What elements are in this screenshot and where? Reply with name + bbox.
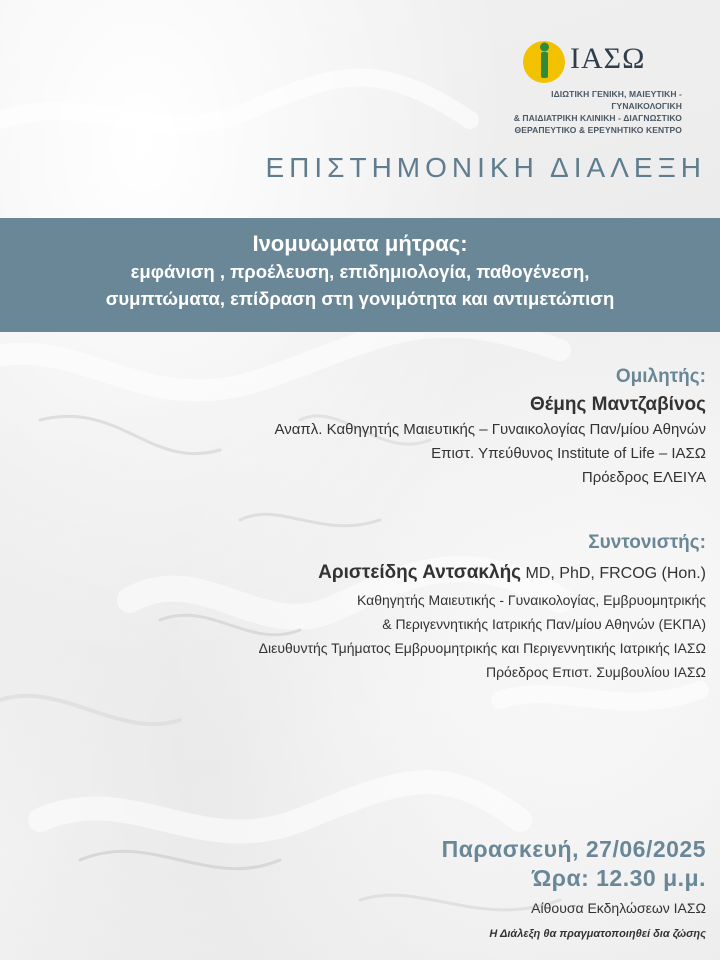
moderator-title-line: & Περιγεννητικής Ιατρικής Παν/μίου Αθηνών (ΕΚΠΑ) (382, 616, 706, 632)
lecture-subtitle-line: συμπτώματα, επίδραση στη γονιμότητα και αντιμετώπιση (105, 288, 615, 309)
speaker-name: Θέμης Μαντζαβίνος (529, 394, 706, 415)
logo-description (482, 88, 682, 136)
moderator-credentials: MD, PhD, FRCOG (Hon.) (525, 565, 706, 582)
speaker-section (275, 366, 706, 490)
iaso-logo-icon (522, 40, 566, 84)
logo-description-line: ΘΕΡΑΠΕΥΤΙΚΟ & ΕΡΕΥΝΗΤΙΚΟ ΚΕΝΤΡΟ (514, 125, 682, 135)
moderator-name-row (259, 562, 706, 584)
event-details (442, 836, 706, 940)
speaker-title-line: Πρόεδρος ΕΛΕΙΥΑ (581, 469, 706, 486)
event-time: Ώρα: 12.30 μ.μ. (531, 865, 706, 891)
iaso-logo (482, 40, 682, 135)
lecture-subtitle-line: εμφάνιση , προέλευση, επιδημιολογία, παθογένεση, (130, 261, 590, 282)
moderator-name: Αριστείδης Αντσακλής (318, 562, 522, 583)
logo-description-line: ΙΔΙΩΤΙΚΗ ΓΕΝΙΚΗ, ΜΑΙΕΥΤΙΚΗ - ΓΥΝΑΙΚΟΛΟΓΙΚΗ (551, 89, 682, 111)
event-date: Παρασκευή, 27/06/2025 (441, 836, 706, 862)
speaker-title-line: Επιστ. Υπεύθυνος Institute of Life – ΙΑΣΩ (431, 445, 706, 462)
title-banner (0, 218, 720, 332)
lecture-title: Ινομυωματα μήτρας: (252, 231, 468, 256)
speaker-title-line: Αναπλ. Καθηγητής Μαιευτικής – Γυναικολογίας Παν/μίου Αθηνών (274, 421, 706, 438)
moderator-section (259, 532, 706, 684)
logo-wordmark: ΙΑΣΩ (570, 42, 646, 75)
event-venue: Αίθουσα Εκδηλώσεων ΙΑΣΩ (531, 900, 706, 916)
lecture-heading: ΕΠΙΣΤΗΜΟΝΙΚΗ ΔΙΑΛΕΞΗ (265, 152, 706, 183)
moderator-title-line: Πρόεδρος Επιστ. Συμβουλίου ΙΑΣΩ (485, 664, 706, 680)
moderator-title-line: Καθηγητής Μαιευτικής - Γυναικολογίας, Εμβρυομητρικής (356, 592, 706, 608)
logo-description-line: & ΠΑΙΔΙΑΤΡΙΚΗ ΚΛΙΝΙΚΗ - ΔΙΑΓΝΩΣΤΙΚΟ (513, 113, 682, 123)
moderator-title-line: Διευθυντής Τμήματος Εμβρυομητρικής και Περιγεννητικής Ιατρικής ΙΑΣΩ (258, 640, 706, 656)
event-note: Η Διάλεξη θα πραγματοποιηθεί δια ζώσης (489, 928, 706, 940)
moderator-role-label: Συντονιστής: (588, 532, 706, 553)
speaker-role-label: Ομιλητής: (615, 366, 706, 387)
